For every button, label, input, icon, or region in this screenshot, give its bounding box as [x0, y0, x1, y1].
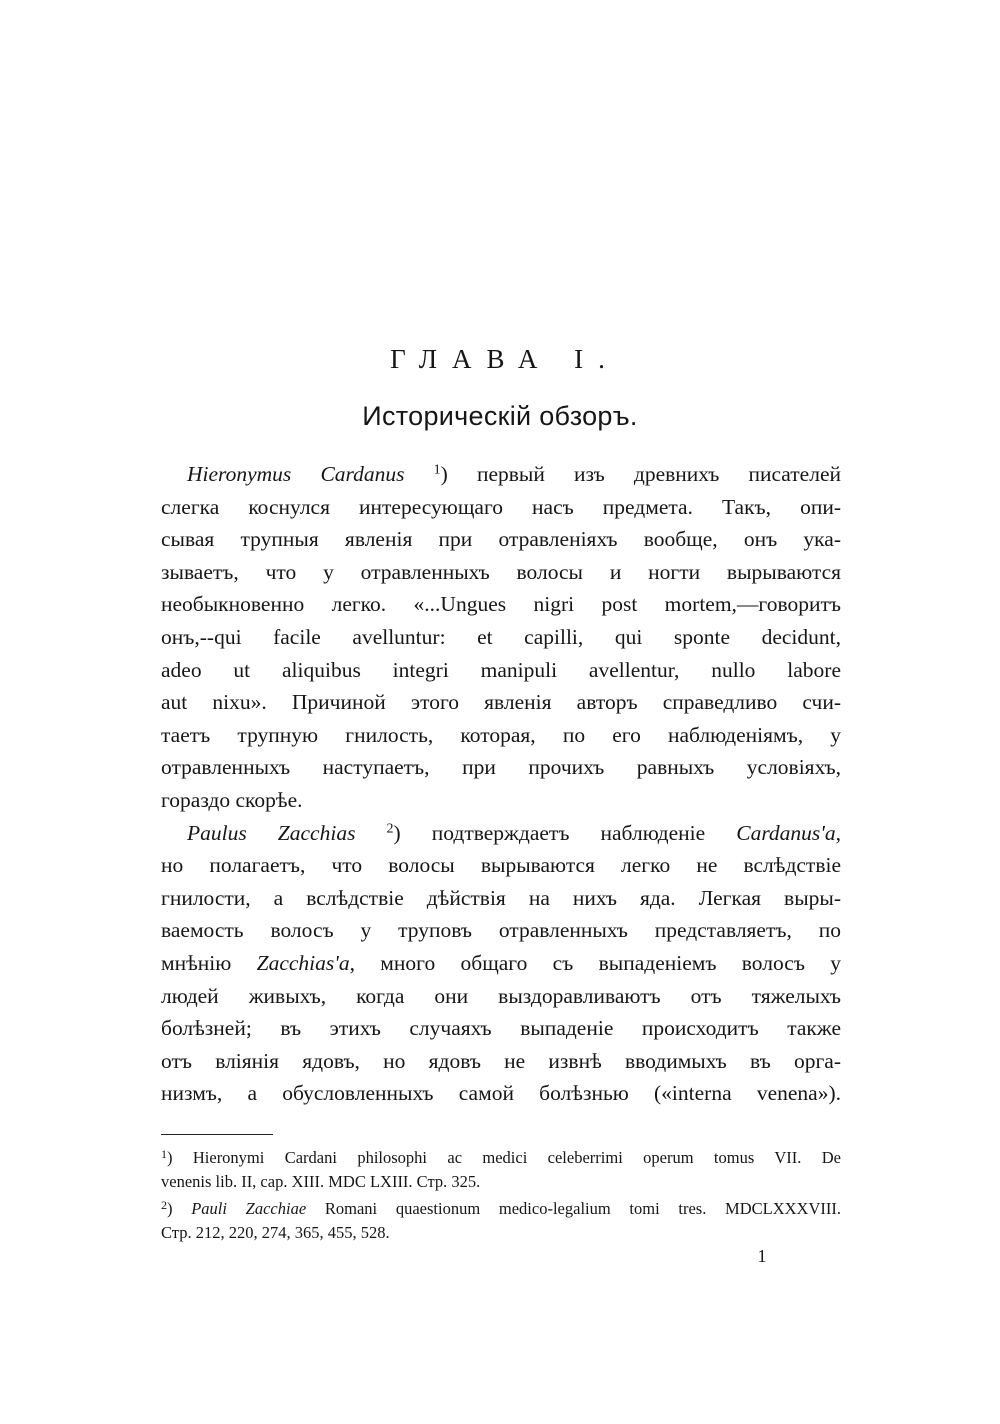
author-name: Paulus Zacchias	[187, 820, 356, 845]
footnotes	[161, 1146, 841, 1245]
text-line: отравленныхъ наступаетъ, при прочихъ равныхъ условіяхъ,	[161, 755, 841, 780]
text-line: aut nixu». Причиной этого явленія авторъ справедливо счи-	[161, 690, 841, 715]
text-line: гораздо скорѣе.	[161, 787, 303, 812]
footnote-ref: 2	[386, 820, 394, 836]
text-line: зываетъ, что у отравленныхъ волосы и ногти вырываются	[161, 559, 841, 584]
footnote-2-cont: Стр. 212, 220, 274, 365, 455, 528.	[161, 1223, 390, 1242]
footnote-1: $^1$) Hieronymi Cardani philosophi ac medici celeberrimi operum tomus VII. De	[161, 1147, 841, 1167]
chapter-title: Историческій обзоръ.	[362, 401, 638, 431]
text-line: таетъ трупную гнилость, которая, по его наблюденіямъ, у	[161, 722, 841, 747]
footnote-divider	[161, 1134, 273, 1135]
text-line: онъ,--qui facile avelluntur: et capilli, qui sponte decidunt,	[161, 624, 841, 649]
page-number: 1	[757, 1246, 767, 1266]
text-line: низмъ, а обусловленныхъ самой болѣзнью («interna venena»).	[161, 1081, 841, 1106]
text-line: Hieronymus Cardanus $^1$) первый изъ древнихъ писателей	[187, 462, 842, 486]
author-name: Hieronymus Cardanus	[187, 462, 405, 486]
text-line: ваемость волосъ у труповъ отравленныхъ представляетъ, по	[161, 918, 841, 943]
text-line: людей живыхъ, когда они выздоравливаютъ отъ тяжелыхъ	[161, 983, 841, 1008]
footnote-marker: 1	[161, 1147, 167, 1162]
text-line: слегка коснулся интересующаго насъ предмета. Такъ, опи-	[161, 494, 841, 519]
text-line: Paulus Zacchias $^2$) подтверждаетъ наблюденіе Cardanus'a,	[187, 820, 841, 845]
footnote-1-cont: venenis lib. II, cap. XIII. MDC LXIII. Стр. 325.	[161, 1172, 481, 1191]
text-line: болѣзней; въ этихъ случаяхъ выпаденіе происходитъ также	[161, 1016, 841, 1041]
footnote-2: $^2$) Pauli Zacchiae Romani quaestionum medico-legalium tomi tres. MDCLXXXVIII.	[161, 1198, 841, 1218]
paragraph-cardanus	[161, 458, 841, 817]
text-line: adeo ut aliquibus integri manipuli avellentur, nullo labore	[161, 657, 841, 682]
body-text	[161, 458, 841, 1110]
footnote-ref: 1	[433, 462, 441, 478]
text-line: отъ вліянія ядовъ, но ядовъ не извнѣ вводимыхъ въ орга-	[161, 1048, 841, 1073]
text-line: мнѣнію Zacchias'a, много общаго съ выпаденіемъ волосъ у	[161, 950, 841, 975]
text-line: но полагаетъ, что волосы вырываются легко не вслѣдствіе	[161, 853, 841, 878]
text-line: гнилости, а вслѣдствіе дѣйствія на нихъ яда. Легкая выры-	[161, 885, 841, 910]
text-line: необыкновенно легко. «...Ungues nigri post mortem,—говоритъ	[161, 592, 841, 617]
chapter-heading: ГЛАВА I.	[390, 344, 620, 374]
text-line: сывая трупныя явленія при отравленіяхъ вообще, онъ ука-	[161, 527, 841, 552]
footnote-marker: 2	[161, 1198, 167, 1213]
paragraph-zacchias	[161, 817, 841, 1110]
